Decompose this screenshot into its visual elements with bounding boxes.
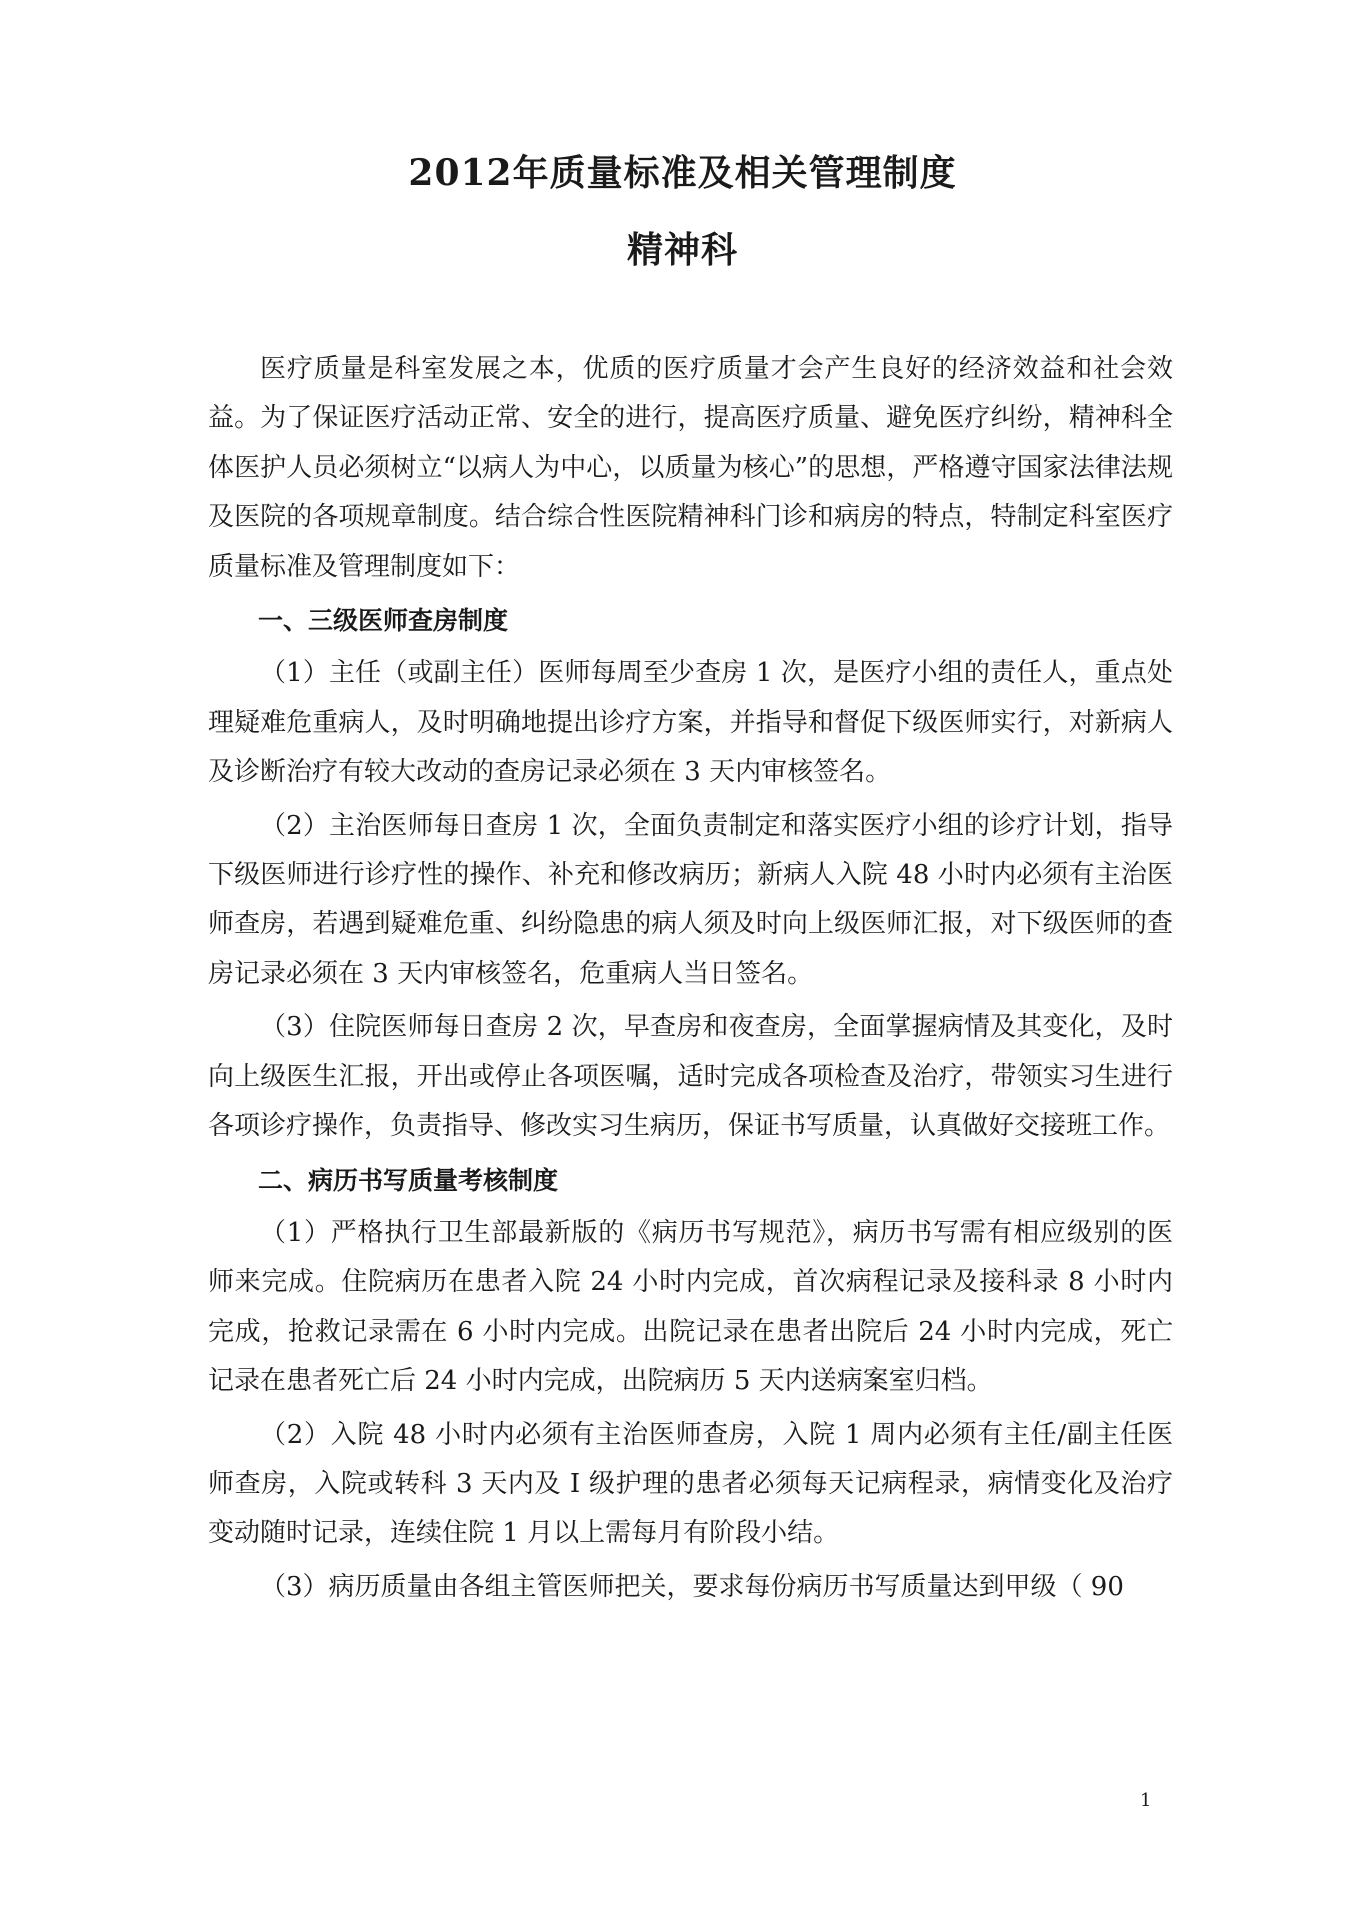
section-heading: 一、三级医师查房制度 (258, 606, 509, 636)
page-number: 1 (1140, 1790, 1152, 1811)
document-body (208, 345, 1173, 1612)
section-paragraph: （3）病历质量由各组主管医师把关，要求每份病历书写质量达到甲级（ 90 (260, 1571, 1124, 1602)
document-title: 2012年质量标准及相关管理制度 (408, 152, 957, 194)
section-paragraph: （2）主治医师每日查房 1 次，全面负责制定和落实医疗小组的诊疗计划，指导下级医师进行诊疗性的操作、补充和修改病历；新病人入院 48 小时内必须有主治医师查房，若遇到疑难危重、纠纷隐患的病人须及时向上级医师汇报，对下级医师的查房记录必须在 3 天内审核签名，危重病人当日签名。 (208, 810, 1173, 989)
intro-paragraph: 医疗质量是科室发展之本，优质的医疗质量才会产生良好的经济效益和社会效益。为了保证医疗活动正常、安全的进行，提高医疗质量、避免医疗纠纷，精神科全体医护人员必须树立“以病人为中心，以质量为核心”的思想，严格遵守国家法律法规及医院的各项规章制度。结合综合性医院精神科门诊和病房的特点，特制定科室医疗质量标准及管理制度如下： (208, 354, 1173, 582)
section-paragraph: （3）住院医师每日查房 2 次，早查房和夜查房，全面掌握病情及其变化，及时向上级医生汇报，开出或停止各项医嘱，适时完成各项检查及治疗，带领实习生进行各项诊疗操作，负责指导、修改实习生病历，保证书写质量，认真做好交接班工作。 (208, 1012, 1173, 1142)
section-paragraph: （2）入院 48 小时内必须有主治医师查房，入院 1 周内必须有主任/副主任医师查房，入院或转科 3 天内及 I 级护理的患者必须每天记病程录，病情变化及治疗变动随时记录，连续住院 1 月以上需每月有阶段小结。 (208, 1419, 1173, 1549)
section-paragraph: （1）主任（或副主任）医师每周至少查房 1 次，是医疗小组的责任人，重点处理疑难危重病人，及时明确地提出诊疗方案，并指导和督促下级医师实行，对新病人及诊断治疗有较大改动的查房记录必须在 3 天内审核签名。 (208, 658, 1173, 788)
section-paragraph: （1）严格执行卫生部最新版的《病历书写规范》，病历书写需有相应级别的医师来完成。住院病历在患者入院 24 小时内完成，首次病程记录及接科录 8 小时内完成，抢救记录需在 6 小时内完成。出院记录在患者出院后 24 小时内完成，死亡记录在患者死亡后 24 小时内完成，出院病历 5 天内送病案室归档。 (208, 1217, 1173, 1397)
section-heading: 二、病历书写质量考核制度 (258, 1165, 559, 1195)
department-subtitle: 精神科 (626, 229, 738, 271)
